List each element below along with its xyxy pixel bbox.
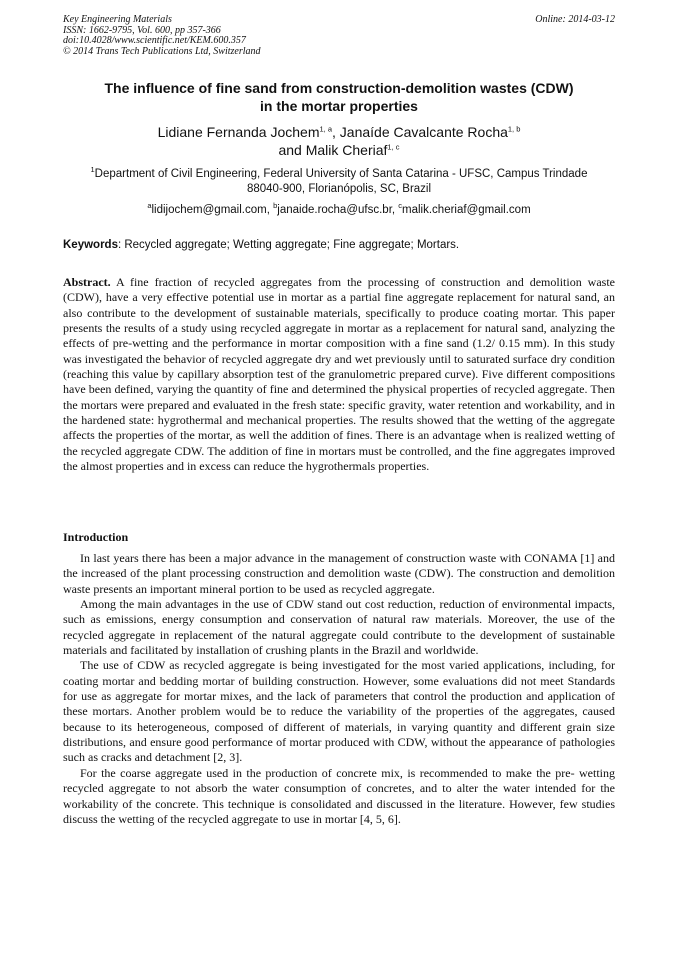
author-conjunction: and bbox=[278, 142, 306, 158]
abstract-text: A fine fraction of recycled aggregates from the processing of construction and demolition waste (CDW), have a very effective potential use in mortar as a partial fine aggregate replacement for natural sand, an also contribute to the development of sustainable materials, specifically to produce coating mortar. This paper presents the results of a study using recycled aggregate in mortar as a replacement for natural sand, analyzing the effects of pre-wetting and the performance in mortar composition with a fine sand (1.2/ 0.15 mm). In this study was investigated the behavior of recycled aggregate dry and wet previously until to saturated surface dry condition (reaching this value by capillary absorption test of the granulometric prepared curve). Five different compositions have been defined, varying the quantity of fine and determined the physical properties of recycled aggregate. Then the mortars were prepared and evaluated in the fresh state: specific gravity, water retention and workability, and in the hardened state: hygrothermal and mechanical properties. The results showed that the wetting of the aggregate affects the properties of the mortar, as well the addition of fines. There is an advantage when is realized wetting of the recycled aggregate CDW. The addition of fine in mortars must be controlled, and the fine aggregates improved the almost properties and in excess can reduce the hygrothermals properties. bbox=[63, 275, 615, 474]
journal-name: Key Engineering Materials bbox=[63, 14, 172, 25]
email-link[interactable]: janaide.rocha@ufsc.br, bbox=[277, 204, 399, 216]
author-sup: 1, c bbox=[387, 142, 400, 152]
email-sup: c bbox=[398, 201, 403, 211]
email-link[interactable]: malik.cheriaf@gmail.com bbox=[402, 204, 531, 216]
keywords-label: Keywords bbox=[63, 239, 118, 251]
intro-paragraph: In last years there has been a major advance in the management of construction waste with CONAMA [1] and the increased of the plant processing construction and demolition waste (CDW). The construction and demolition waste presents an important mineral portion to be used as recycled aggregate. bbox=[63, 551, 615, 596]
online-date: Online: 2014-03-12 bbox=[535, 14, 615, 25]
author-name: Malik Cheriaf bbox=[305, 142, 388, 158]
author-line-2 bbox=[55, 141, 623, 159]
abstract bbox=[63, 275, 615, 474]
intro-paragraph: The use of CDW as recycled aggregate is being investigated for the most varied applications, including, for coating mortar and bedding mortar of building construction. However, some evaluations did not meet Standards for use as aggregate for mortar mixes, and the lack of parameters that control the production and application of these mortars. Another problem would be to reduce the variability of the properties of the aggregates, caused because to its heterogeneous, composed of different of materials, in varying quantity and different grain size distributions, and ensure good performance of mortar produced with CDW, without the appearance of pathologies such as cracks and detachment [2, 3]. bbox=[63, 658, 615, 765]
author-line-1 bbox=[55, 123, 623, 141]
author-sup: 1, a bbox=[319, 124, 332, 134]
introduction-heading: Introduction bbox=[63, 530, 129, 544]
abstract-label: Abstract. bbox=[63, 275, 111, 289]
doi-line: doi:10.4028/www.scientific.net/KEM.600.357 bbox=[63, 35, 246, 46]
journal-header bbox=[63, 15, 615, 57]
author-name: Janaíde Cavalcante Rocha bbox=[339, 124, 508, 140]
affiliation-text: Department of Civil Engineering, Federal University of Santa Catarina - UFSC, Campus Trindade bbox=[94, 168, 588, 180]
affiliation bbox=[55, 167, 623, 197]
title-line-1: The influence of fine sand from construction-demolition wastes (CDW) bbox=[104, 80, 574, 96]
affiliation-sup: 1 bbox=[90, 165, 95, 175]
author-list bbox=[55, 123, 623, 159]
author-separator: , bbox=[332, 124, 340, 140]
intro-paragraph: For the coarse aggregate used in the production of concrete mix, is recommended to make the pre- wetting recycled aggregate to not absorb the water consumption of concretes, and to alter the water intended for the workability of the concrete. This technique is consolidated and discussed in the literature. However, few studies discuss the wetting of the recycled aggregate to use in mortar [4, 5, 6]. bbox=[63, 765, 615, 826]
affiliation-line-1 bbox=[55, 167, 623, 182]
keywords bbox=[63, 238, 623, 253]
affiliation-line-2: 88040-900, Florianópolis, SC, Brazil bbox=[246, 183, 432, 195]
keywords-text: : Recycled aggregate; Wetting aggregate; Fine aggregate; Mortars. bbox=[117, 239, 460, 251]
issn-line: ISSN: 1662-9795, Vol. 600, pp 357-366 bbox=[63, 24, 221, 36]
intro-paragraph: Among the main advantages in the use of CDW stand out cost reduction, reduction of environmental impacts, such as emissions, energy consumption and conservation of natural raw materials. Moreover, the use of the recycled aggregate in replacement of the natural aggregate could contribute to the development of sustainable materials and facilitated by installation of crushing plants in the Brazil and worldwide. bbox=[63, 597, 615, 658]
author-emails bbox=[55, 203, 623, 218]
author-name: Lidiane Fernanda Jochem bbox=[157, 124, 320, 140]
author-sup: 1, b bbox=[507, 124, 521, 134]
email-link[interactable]: lidijochem@gmail.com, bbox=[151, 204, 274, 216]
email-sup: a bbox=[147, 201, 152, 211]
email-sup: b bbox=[273, 201, 278, 211]
paper-title bbox=[55, 79, 623, 115]
copyright-line: © 2014 Trans Tech Publications Ltd, Switzerland bbox=[63, 45, 261, 57]
introduction-body bbox=[63, 551, 615, 827]
title-line-2: in the mortar properties bbox=[260, 98, 418, 114]
